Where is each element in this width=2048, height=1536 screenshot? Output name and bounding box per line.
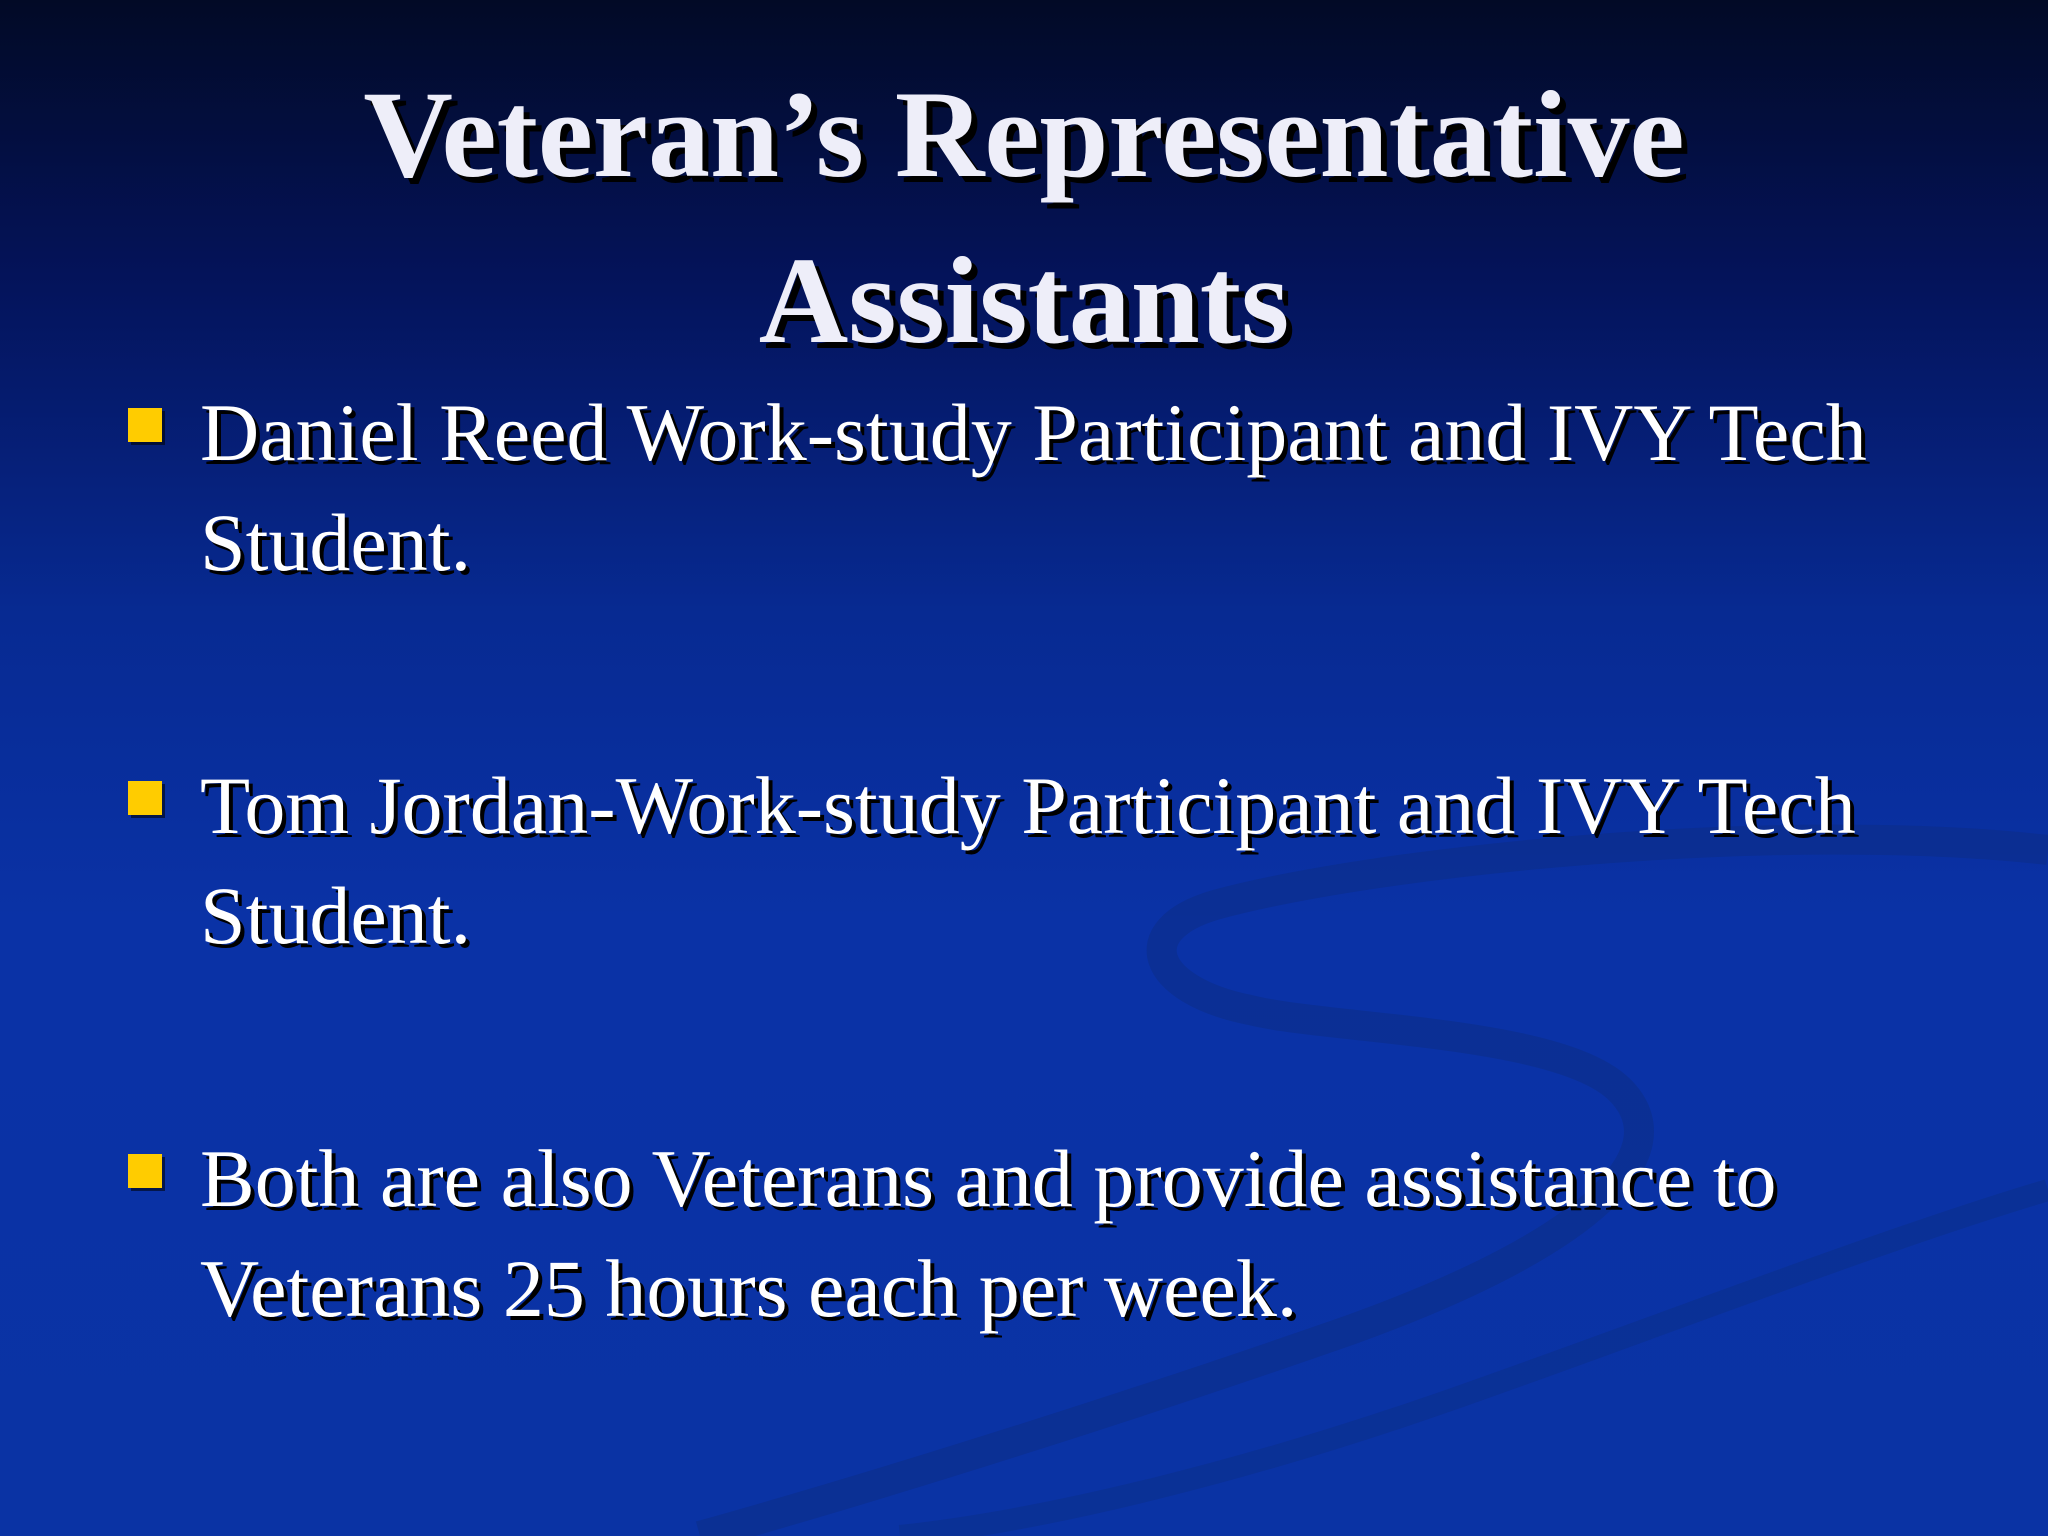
- bullet-item: [126, 1124, 1996, 1344]
- bullet-item: [126, 378, 1996, 598]
- bullet-text: Both are also Veterans and provide assistance to Veterans 25 hours each per week.: [200, 1133, 1777, 1334]
- slide-title-line-2: Assistants: [758, 232, 1290, 369]
- bullet-text: Daniel Reed Work-study Participant and IVY Tech Student.: [200, 387, 1867, 588]
- bullet-list: [126, 378, 1996, 1497]
- bullet-text: Tom Jordan-Work-study Participant and IVY Tech Student.: [200, 760, 1856, 961]
- square-bullet-icon: [128, 408, 162, 442]
- square-bullet-icon: [128, 1154, 162, 1188]
- bullet-item: [126, 751, 1996, 971]
- square-bullet-icon: [128, 781, 162, 815]
- slide-title: [0, 52, 2048, 384]
- slide-title-line-1: Veteran’s Representative: [363, 66, 1685, 203]
